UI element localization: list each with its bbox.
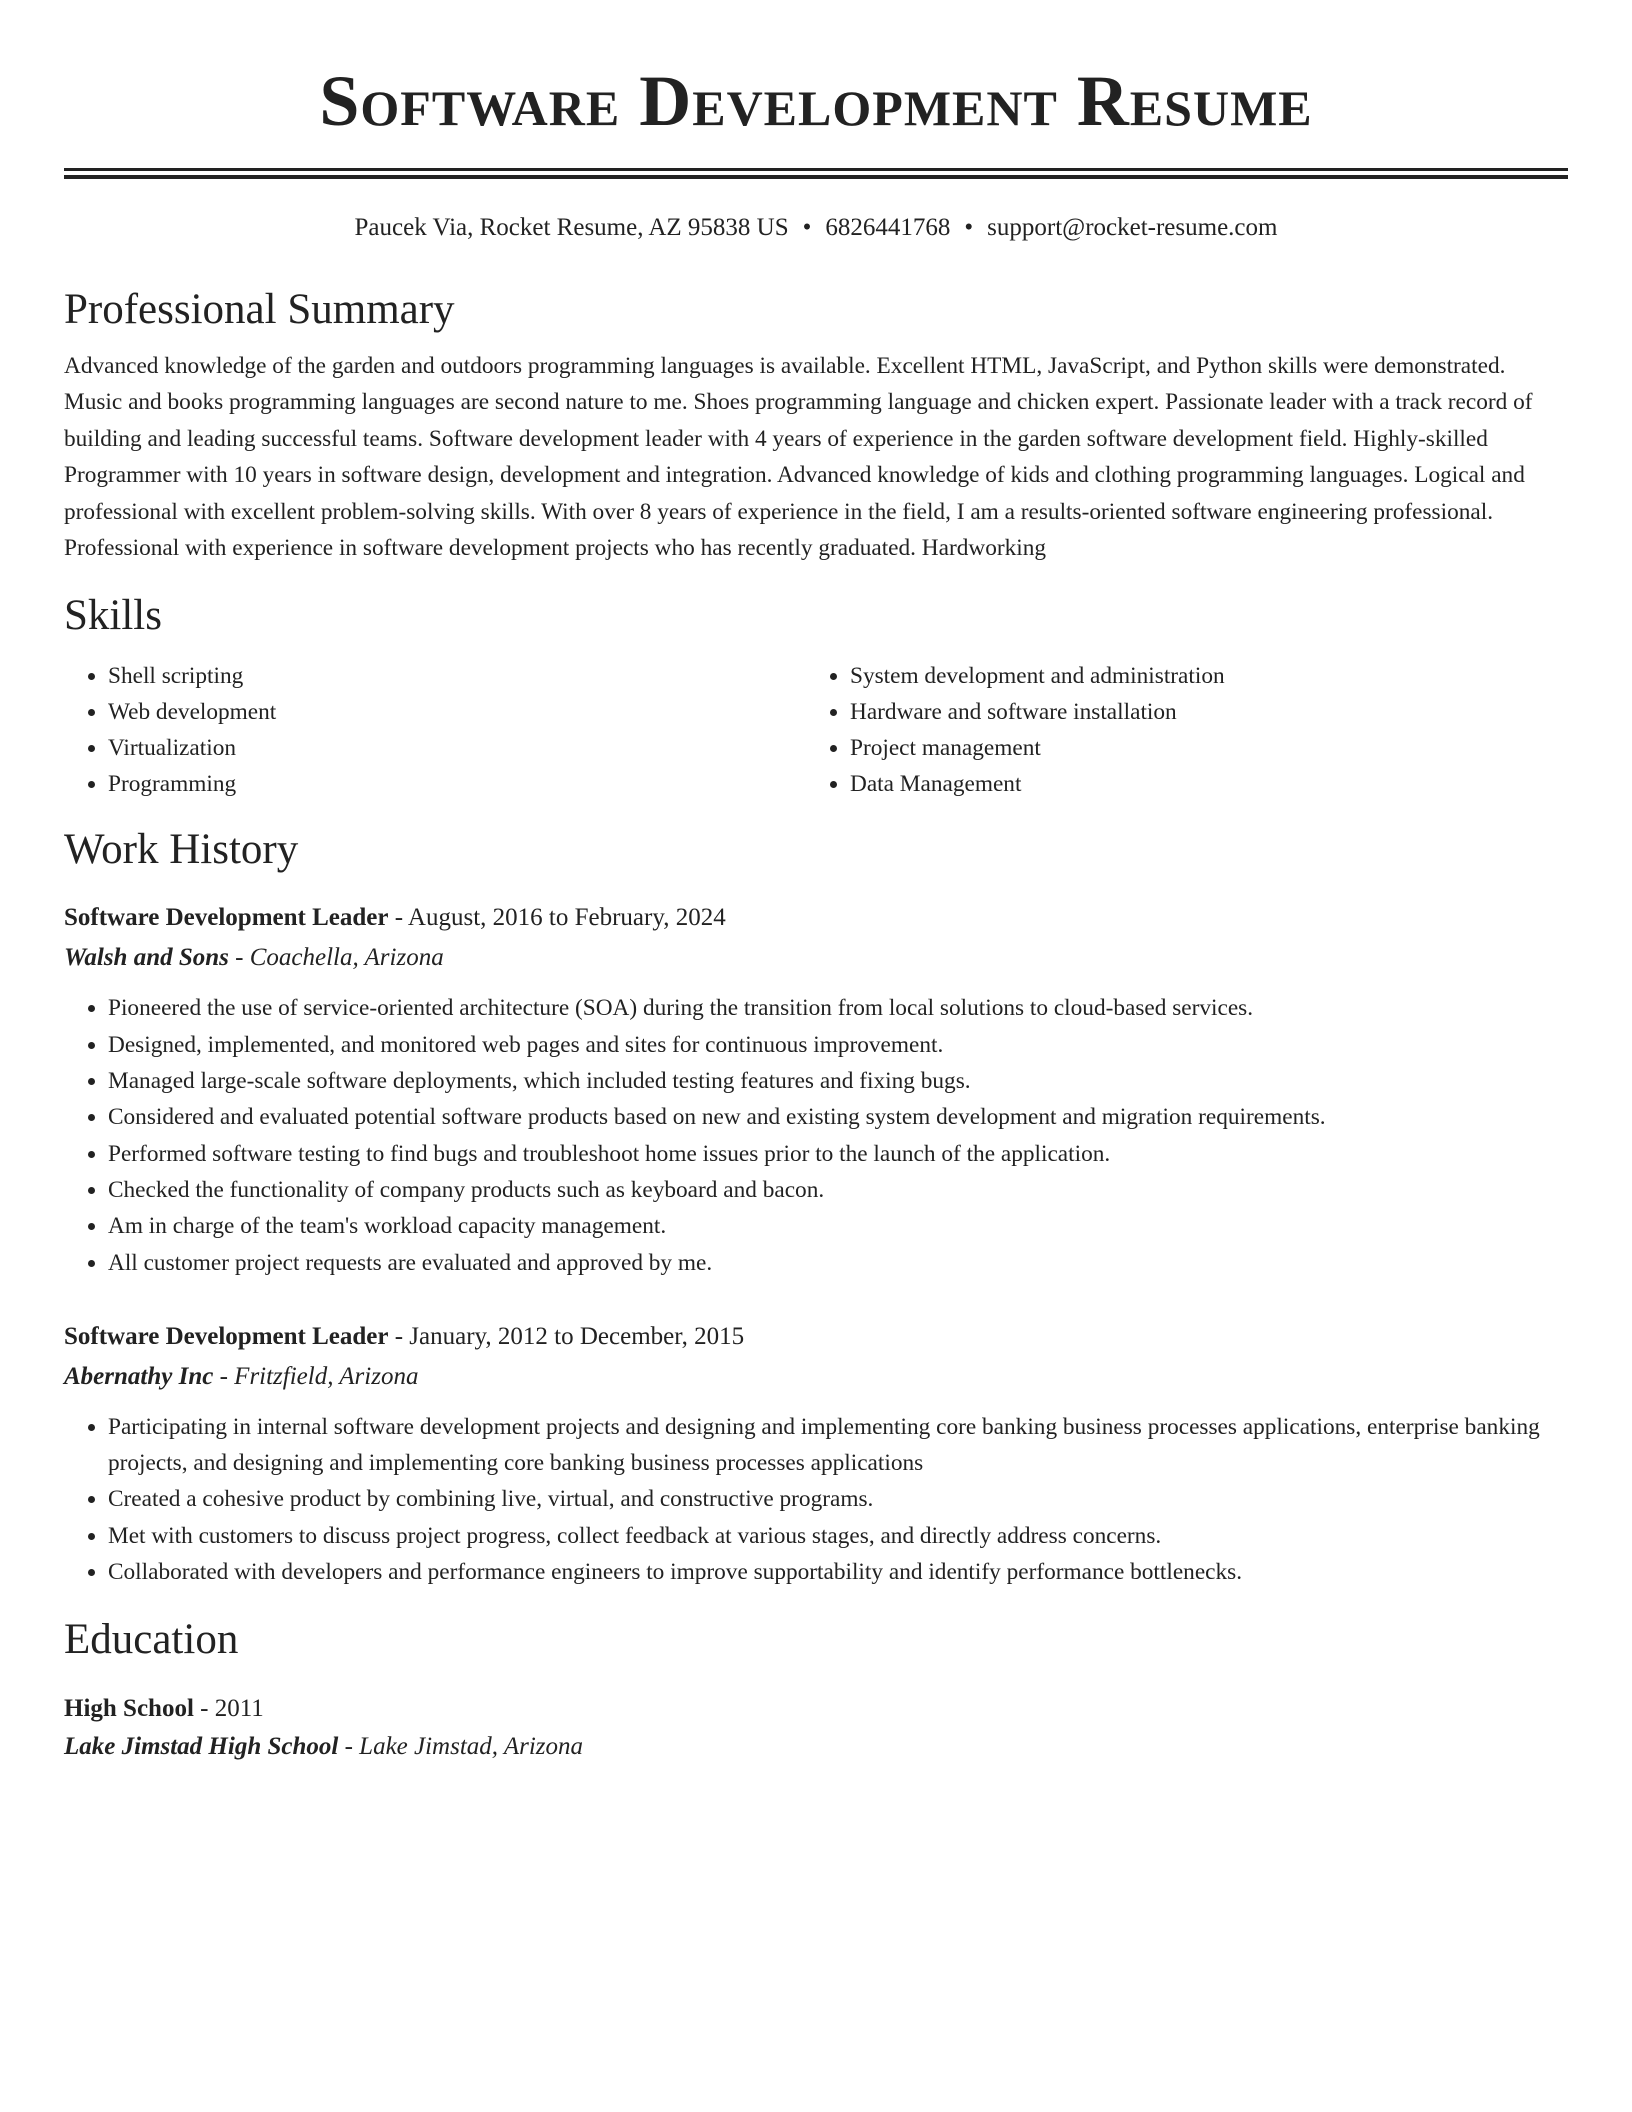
responsibility-item: • Participating in internal software development projects and designing and implementing core banking business processes applications, enterprise banking projects, and designing and implementing core banking business processes applications [108,1409,1568,1482]
summary-text: Advanced knowledge of the garden and outdoors programming languages is available. Excellent HTML, JavaScript, and Python skills were demonstrated. Music and books programming languages are second nature to me. Shoes programming language and chicken expert. Passionate leader with a track record of building and leading successful teams. Software development leader with 4 years of experience in the garden software development field. Highly-skilled Programmer with 10 years in software design, development and integration. Advanced knowledge of kids and clothing programming languages. Logical and professional with excellent problem-solving skills. With over 8 years of experience in the field, I am a results-oriented software engineering professional. Professional with experience in software development projects who has recently graduated. Hardworking [64,353,1533,562]
contact-line [64,212,1568,244]
job-title: Software Development Leader [64,1322,389,1350]
responsibility-item: • All customer project requests are evaluated and approved by me. [108,1245,1568,1281]
company-line [64,938,1568,978]
education-year: - 2011 [200,1695,264,1723]
skill-item: • Web development [108,694,806,730]
skill-item: • Virtualization [108,730,806,766]
job-entry [64,898,1568,1280]
contact-address: Paucek Via, Rocket Resume, AZ 95838 US [354,214,789,241]
company-name: Abernathy Inc [64,1362,214,1390]
contact-phone: 6826441768 [825,214,951,241]
skill-item: • Project management [850,730,1548,766]
responsibility-item: • Am in charge of the team's workload capacity management. [108,1208,1568,1244]
education-entry [64,1690,1568,1766]
contact-separator: • [802,214,812,241]
responsibility-item: • Considered and evaluated potential software products based on new and existing system development and migration requirements. [108,1099,1568,1135]
education-school-line [64,1728,1568,1766]
skill-item: • Programming [108,766,806,802]
company-line [64,1357,1568,1397]
responsibility-item: • Collaborated with developers and performance engineers to improve supportability and identify performance bottlenecks. [108,1554,1568,1590]
responsibility-item: • Managed large-scale software deployments, which included testing features and fixing bugs. [108,1063,1568,1099]
responsibility-item: • Designed, implemented, and monitored web pages and sites for continuous improvement. [108,1027,1568,1063]
education-location: - Lake Jimstad, Arizona [344,1733,584,1761]
skill-item: • Hardware and software installation [850,694,1548,730]
job-dates: - January, 2012 to December, 2015 [394,1322,745,1350]
summary-heading: Professional Summary [64,286,455,333]
job-responsibilities [64,990,1568,1280]
responsibility-item: • Pioneered the use of service-oriented architecture (SOA) during the transition from local solutions to cloud-based services. [108,990,1568,1026]
responsibility-item: • Performed software testing to find bugs and troubleshoot home issues prior to the launch of the application. [108,1136,1568,1172]
education-heading: Education [64,1616,239,1664]
job-title: Software Development Leader [64,904,389,932]
responsibility-item: • Met with customers to discuss project progress, collect feedback at various stages, and directly address concerns. [108,1518,1568,1554]
job-dates: - August, 2016 to February, 2024 [394,904,726,932]
skills-heading: Skills [64,592,162,640]
education-degree-line [64,1690,1568,1728]
company-location: - Fritzfield, Arizona [219,1362,419,1390]
education-school: Lake Jimstad High School [64,1733,339,1761]
responsibility-item: • Created a cohesive product by combining live, virtual, and constructive programs. [108,1481,1568,1517]
job-title-line [64,898,1568,938]
skills-list [64,658,1568,802]
skill-item: • System development and administration [850,658,1548,694]
job-entry [64,1317,1568,1590]
skills-column-left [64,658,806,802]
education-degree: High School [64,1695,194,1723]
skill-item: • Shell scripting [108,658,806,694]
company-name: Walsh and Sons [64,944,229,972]
resume-title: Software Development Resume [319,61,1313,141]
skills-column-right [806,658,1548,802]
contact-separator: • [964,214,974,241]
work-history-heading: Work History [64,826,299,874]
skill-item: • Data Management [850,766,1548,802]
contact-email: support@rocket-resume.com [987,214,1278,241]
job-responsibilities [64,1409,1568,1590]
responsibility-item: • Checked the functionality of company products such as keyboard and bacon. [108,1172,1568,1208]
title-divider [64,168,1568,179]
job-title-line [64,1317,1568,1357]
company-location: - Coachella, Arizona [235,944,444,972]
